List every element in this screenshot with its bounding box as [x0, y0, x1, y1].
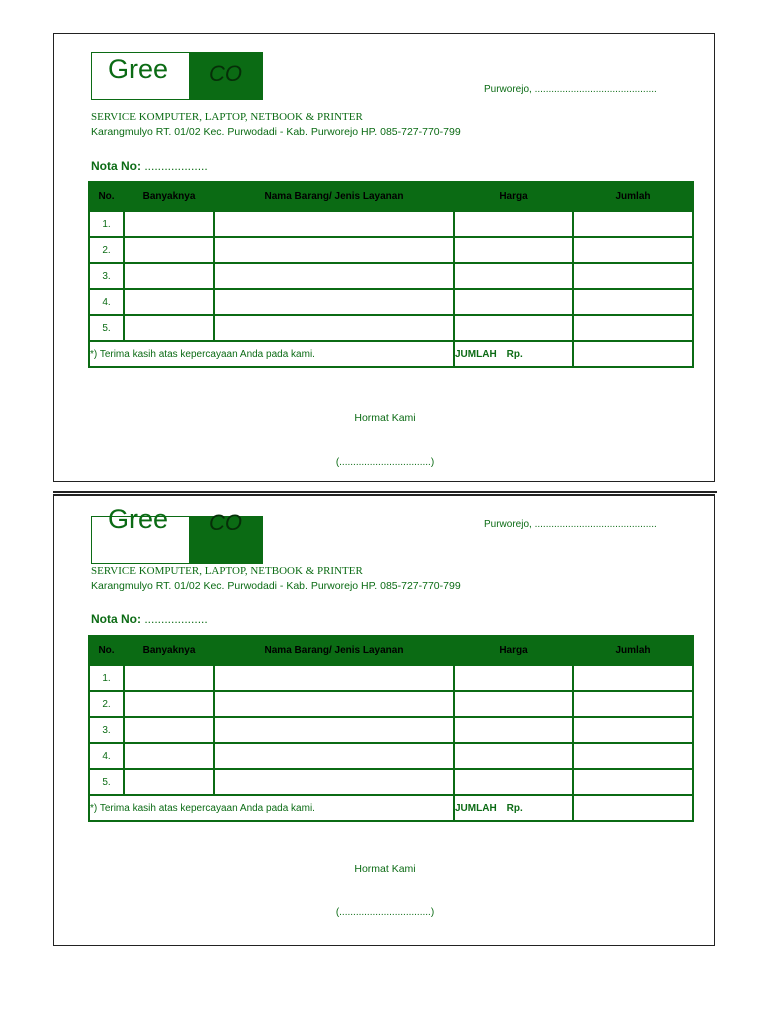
qty-cell[interactable]: [124, 769, 214, 795]
signature-line[interactable]: (.................................): [335, 457, 435, 468]
business-address: Karangmulyo RT. 01/02 Kec. Purwodadi - Kab. Purworejo HP. 085-727-770-799: [91, 126, 461, 138]
table-row: [89, 665, 693, 691]
amount-cell[interactable]: [573, 315, 693, 341]
header-total: Jumlah: [573, 636, 693, 665]
currency-label: Rp.: [506, 802, 523, 814]
item-cell[interactable]: [214, 717, 454, 743]
table-row: [89, 315, 693, 341]
price-cell[interactable]: [454, 665, 573, 691]
row-number: 1.: [89, 211, 124, 237]
total-label: [454, 795, 573, 821]
signature-line[interactable]: (.................................): [335, 907, 435, 918]
greenco-logo: [91, 504, 263, 564]
qty-cell[interactable]: [124, 263, 214, 289]
thank-you-note: *) Terima kasih atas kepercayaan Anda pada kami.: [89, 795, 454, 821]
qty-cell[interactable]: [124, 315, 214, 341]
item-cell[interactable]: [214, 263, 454, 289]
receipt-form-bottom: [53, 494, 715, 946]
nota-number: [91, 159, 208, 173]
logo-text-right: CO: [209, 510, 242, 535]
total-row: [89, 795, 693, 821]
grand-total-cell[interactable]: [573, 795, 693, 821]
city-date-line: Purworejo, ............................................: [484, 84, 657, 95]
price-cell[interactable]: [454, 237, 573, 263]
nota-number: [91, 612, 208, 626]
item-cell[interactable]: [214, 315, 454, 341]
items-table: [88, 181, 694, 368]
table-row: [89, 717, 693, 743]
row-number: 1.: [89, 665, 124, 691]
header-qty: Banyaknya: [124, 636, 214, 665]
price-cell[interactable]: [454, 717, 573, 743]
header-qty: Banyaknya: [124, 182, 214, 211]
receipt-form-top: [53, 33, 715, 482]
price-cell[interactable]: [454, 289, 573, 315]
nota-number-blank[interactable]: ...................: [144, 612, 208, 626]
total-label-text: JUMLAH: [455, 802, 497, 814]
amount-cell[interactable]: [573, 691, 693, 717]
table-header-row: [89, 636, 693, 665]
row-number: 5.: [89, 315, 124, 341]
price-cell[interactable]: [454, 211, 573, 237]
service-title: SERVICE KOMPUTER, LAPTOP, NETBOOK & PRINTER: [91, 565, 363, 577]
qty-cell[interactable]: [124, 237, 214, 263]
table-row: [89, 237, 693, 263]
qty-cell[interactable]: [124, 289, 214, 315]
total-row: [89, 341, 693, 367]
qty-cell[interactable]: [124, 211, 214, 237]
total-label: [454, 341, 573, 367]
row-number: 5.: [89, 769, 124, 795]
amount-cell[interactable]: [573, 717, 693, 743]
row-number: 2.: [89, 237, 124, 263]
table-row: [89, 769, 693, 795]
regards-text: Hormat Kami: [354, 412, 416, 424]
header-item: Nama Barang/ Jenis Layanan: [214, 182, 454, 211]
amount-cell[interactable]: [573, 769, 693, 795]
logo-text-right: CO: [209, 61, 242, 86]
thank-you-note: *) Terima kasih atas kepercayaan Anda pada kami.: [89, 341, 454, 367]
row-number: 3.: [89, 717, 124, 743]
row-number: 3.: [89, 263, 124, 289]
currency-label: Rp.: [506, 348, 523, 360]
row-number: 2.: [89, 691, 124, 717]
item-cell[interactable]: [214, 691, 454, 717]
amount-cell[interactable]: [573, 743, 693, 769]
item-cell[interactable]: [214, 289, 454, 315]
price-cell[interactable]: [454, 743, 573, 769]
amount-cell[interactable]: [573, 263, 693, 289]
header-item: Nama Barang/ Jenis Layanan: [214, 636, 454, 665]
table-row: [89, 289, 693, 315]
nota-label: Nota No:: [91, 159, 141, 173]
header-price: Harga: [454, 636, 573, 665]
item-cell[interactable]: [214, 211, 454, 237]
price-cell[interactable]: [454, 263, 573, 289]
header-no: No.: [89, 636, 124, 665]
qty-cell[interactable]: [124, 743, 214, 769]
business-address: Karangmulyo RT. 01/02 Kec. Purwodadi - Kab. Purworejo HP. 085-727-770-799: [91, 580, 461, 592]
amount-cell[interactable]: [573, 237, 693, 263]
cut-line-divider: [53, 491, 717, 493]
logo-text-left: Gree: [108, 54, 169, 84]
price-cell[interactable]: [454, 315, 573, 341]
header-price: Harga: [454, 182, 573, 211]
amount-cell[interactable]: [573, 665, 693, 691]
logo-text-left: Gree: [108, 504, 169, 534]
price-cell[interactable]: [454, 769, 573, 795]
table-row: [89, 263, 693, 289]
table-row: [89, 211, 693, 237]
regards-text: Hormat Kami: [354, 863, 416, 875]
row-number: 4.: [89, 289, 124, 315]
item-cell[interactable]: [214, 769, 454, 795]
grand-total-cell[interactable]: [573, 341, 693, 367]
qty-cell[interactable]: [124, 665, 214, 691]
table-row: [89, 691, 693, 717]
item-cell[interactable]: [214, 665, 454, 691]
total-label-text: JUMLAH: [455, 348, 497, 360]
qty-cell[interactable]: [124, 691, 214, 717]
nota-label: Nota No:: [91, 612, 141, 626]
header-total: Jumlah: [573, 182, 693, 211]
nota-number-blank[interactable]: ...................: [144, 159, 208, 173]
item-cell[interactable]: [214, 237, 454, 263]
price-cell[interactable]: [454, 691, 573, 717]
qty-cell[interactable]: [124, 717, 214, 743]
service-title: SERVICE KOMPUTER, LAPTOP, NETBOOK & PRINTER: [91, 111, 363, 123]
amount-cell[interactable]: [573, 289, 693, 315]
row-number: 4.: [89, 743, 124, 769]
header-no: No.: [89, 182, 124, 211]
table-header-row: [89, 182, 693, 211]
city-date-line: Purworejo, ............................................: [484, 519, 657, 530]
amount-cell[interactable]: [573, 211, 693, 237]
items-table: [88, 635, 694, 822]
item-cell[interactable]: [214, 743, 454, 769]
greenco-logo: [91, 52, 263, 100]
table-row: [89, 743, 693, 769]
